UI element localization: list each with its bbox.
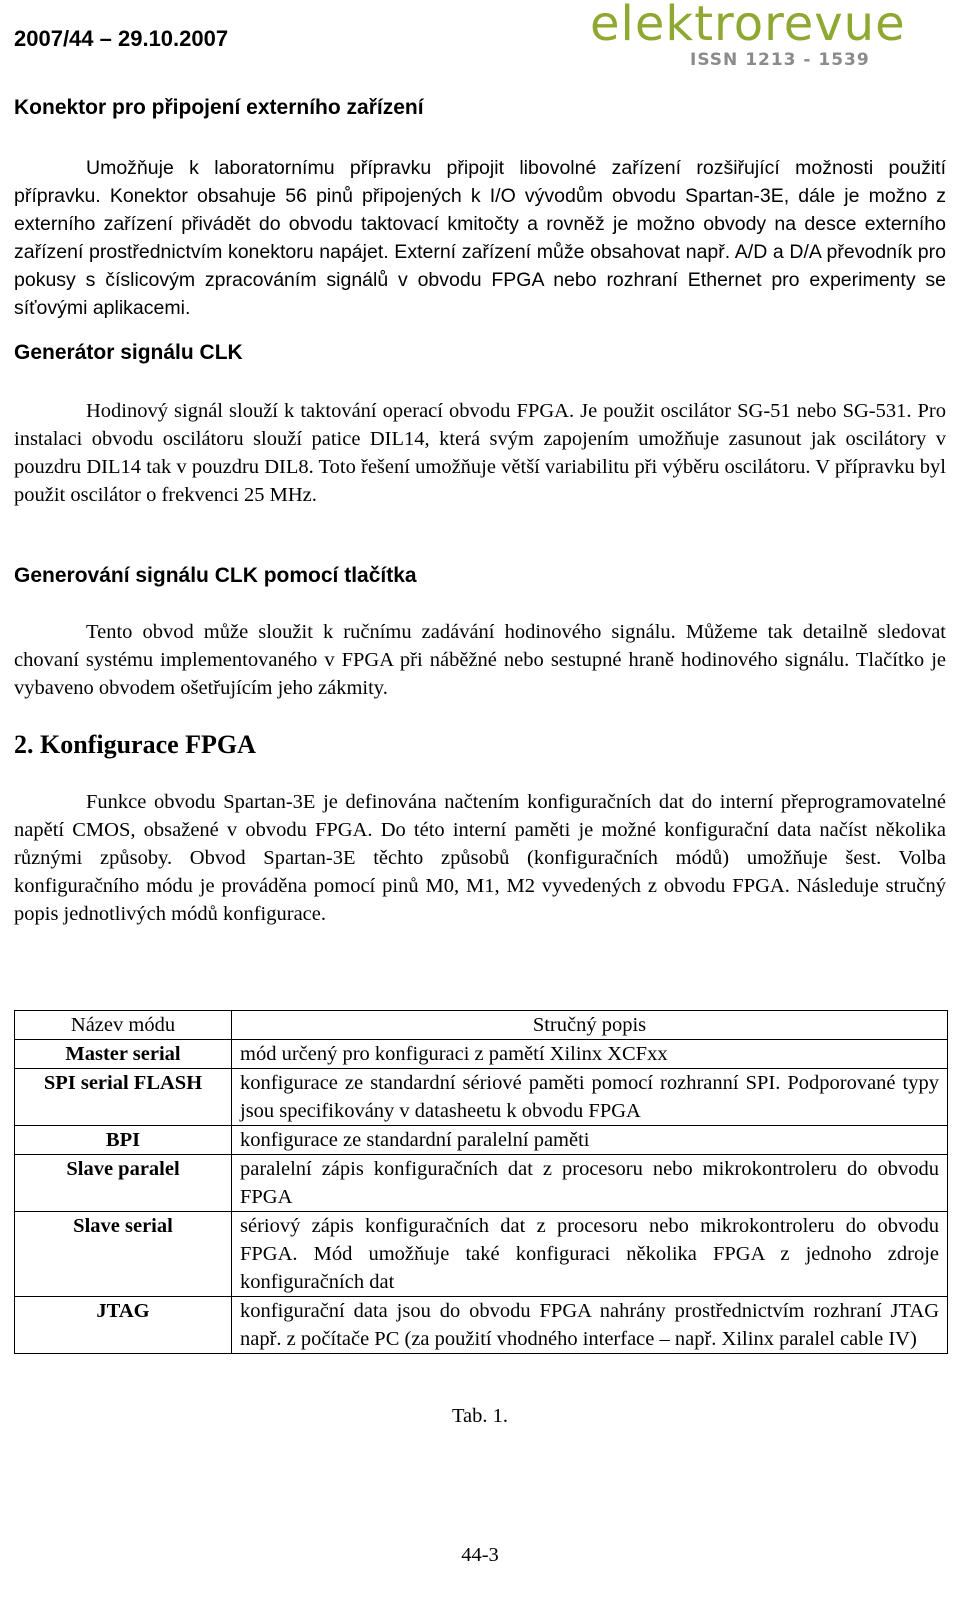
mode-description: konfigurace ze standardní paralelní paměti [232, 1126, 948, 1155]
table-row [15, 1155, 948, 1212]
paragraph-connector: Umožňuje k laboratornímu přípravku připojit libovolné zařízení rozšiřující možnosti použití přípravku. Konektor obsahuje 56 pinů připojených k I/O vývodům obvodu Spartan-3E, dále je možno z externího zařízení přivádět do obvodu taktovací kmitočty a rovněž je možno obvody na desce externího zařízení prostřednictvím konektoru napájet. Externí zařízení může obsahovat např. A/D a D/A převodník pro pokusy s číslicovým zpracováním signálů v obvodu FPGA nebo rozhraní Ethernet pro experimenty se síťovými aplikacemi. [14, 157, 946, 319]
issn-label: ISSN 1213 - 1539 [690, 50, 870, 70]
mode-name: SPI serial FLASH [15, 1069, 232, 1126]
table-row [15, 1297, 948, 1354]
mode-description: sériový zápis konfiguračních dat z procesoru nebo mikrokontroleru do obvodu FPGA. Mód umožňuje také konfiguraci několika FPGA z jednoho zdroje konfiguračních dat [232, 1212, 948, 1297]
mode-name: Master serial [15, 1040, 232, 1069]
mode-name: BPI [15, 1126, 232, 1155]
heading-clk-button: Generování signálu CLK pomocí tlačítka [14, 564, 417, 587]
paragraph-clk-button: Tento obvod může sloužit k ručnímu zadávání hodinového signálu. Můžeme tak detailně sledovat chovaní systému implementovaného v FPGA při náběžné nebo sestupné hraně hodinového signálu. Tlačítko je vybaveno obvodem ošetřujícím jeho zákmity. [14, 621, 946, 699]
mode-description: paralelní zápis konfiguračních dat z procesoru nebo mikrokontroleru do obvodu FPGA [232, 1155, 948, 1212]
mode-description: konfigurace ze standardní sériové paměti pomocí rozhranní SPI. Podporované typy jsou specifikovány v datasheetu k obvodu FPGA [232, 1069, 948, 1126]
table-header-description: Stručný popis [232, 1011, 948, 1040]
paragraph-clk-generator: Hodinový signál slouží k taktování operací obvodu FPGA. Je použit oscilátor SG-51 nebo SG-531. Pro instalaci obvodu oscilátoru slouží patice DIL14, která svým zapojením umožňuje zasunout jak oscilátory v pouzdru DIL14 tak v pouzdru DIL8. Toto řešení umožňuje větší variabilitu při výběru oscilátoru. V přípravku byl použit oscilátor o frekvenci 25 MHz. [14, 400, 946, 506]
table-row [15, 1069, 948, 1126]
table-row [15, 1212, 948, 1297]
table-caption: Tab. 1. [451, 1405, 509, 1427]
table-header-row [15, 1011, 948, 1040]
heading-fpga-configuration: 2. Konfigurace FPGA [14, 730, 256, 759]
table-header-mode: Název módu [15, 1011, 232, 1040]
elektrorevue-logo [590, 0, 950, 72]
heading-connector: Konektor pro připojení externího zařízení [14, 96, 424, 119]
table-row [15, 1040, 948, 1069]
mode-description: konfigurační data jsou do obvodu FPGA nahrány prostřednictvím rozhraní JTAG např. z počítače PC (za použití vhodného interface – např. Xilinx paralel cable IV) [232, 1297, 948, 1354]
mode-name: JTAG [15, 1297, 232, 1354]
table-row [15, 1126, 948, 1155]
mode-description: mód určený pro konfiguraci z pamětí Xilinx XCFxx [232, 1040, 948, 1069]
paragraph-fpga-configuration: Funkce obvodu Spartan-3E je definována načtením konfiguračních dat do interní přeprogramovatelné napětí CMOS, obsažené v obvodu FPGA. Do této interní paměti je možné konfigurační data načíst několika různými způsoby. Obvod Spartan-3E těchto způsobů (konfiguračních módů) umožňuje šest. Volba konfiguračního módu je prováděna pomocí pinů M0, M1, M2 vyvedených z obvodu FPGA. Následuje stručný popis jednotlivých módů konfigurace. [14, 791, 946, 925]
heading-clk-generator: Generátor signálu CLK [14, 341, 243, 364]
logo-wordmark: elektrorevue [590, 0, 906, 52]
page-number: 44-3 [461, 1544, 499, 1566]
issue-date: 2007/44 – 29.10.2007 [14, 26, 229, 51]
mode-name: Slave serial [15, 1212, 232, 1297]
config-modes-table [14, 1010, 948, 1354]
mode-name: Slave paralel [15, 1155, 232, 1212]
